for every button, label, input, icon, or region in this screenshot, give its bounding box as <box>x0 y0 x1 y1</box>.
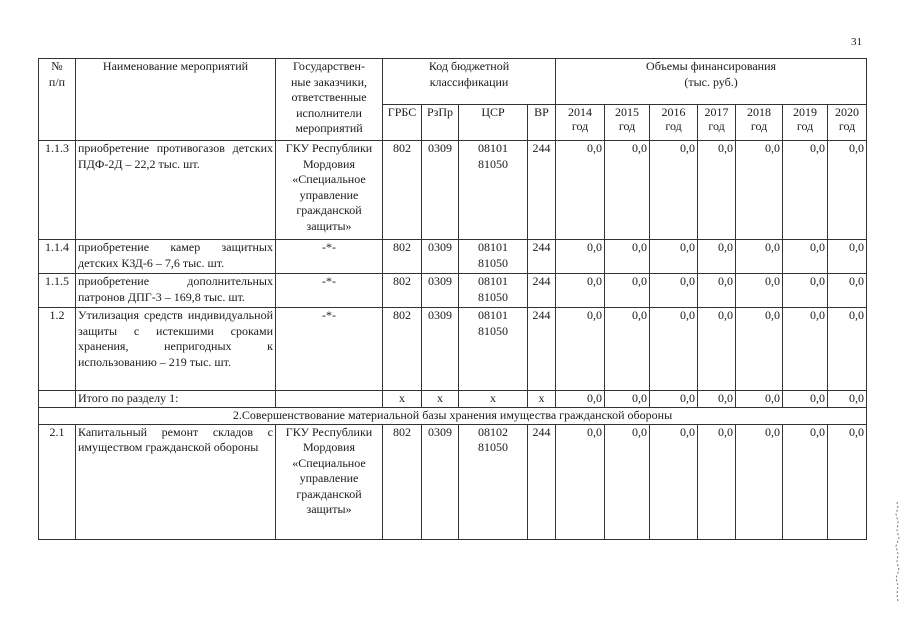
row-csr: 08101 81050 <box>459 274 528 308</box>
header-year: 2018 год <box>736 105 783 141</box>
row-value: 0,0 <box>698 274 736 308</box>
row-value: 0,0 <box>556 274 605 308</box>
total-label: Итого по разделу 1: <box>76 391 276 408</box>
row-rzpr: 0309 <box>422 424 459 539</box>
row-value: 0,0 <box>650 240 698 274</box>
row-num: 1.1.5 <box>39 274 76 308</box>
row-value: 0,0 <box>828 308 867 391</box>
header-num: № п/п <box>39 59 76 141</box>
row-rzpr: 0309 <box>422 274 459 308</box>
section-title: 2.Совершенствование материальной базы хранения имущества гражданской обороны <box>39 408 867 425</box>
table-row <box>39 308 867 391</box>
table-row <box>39 240 867 274</box>
section-header-row <box>39 408 867 425</box>
row-rzpr: 0309 <box>422 141 459 240</box>
header-customers: Государствен- ные заказчики, ответственные исполнители мероприятий <box>276 59 383 141</box>
row-value: 0,0 <box>698 308 736 391</box>
total-value: 0,0 <box>650 391 698 408</box>
row-grbs: 802 <box>383 424 422 539</box>
total-value: 0,0 <box>783 391 828 408</box>
header-year: 2014 год <box>556 105 605 141</box>
row-value: 0,0 <box>736 240 783 274</box>
row-csr: 08102 81050 <box>459 424 528 539</box>
row-value: 0,0 <box>698 424 736 539</box>
row-value: 0,0 <box>736 274 783 308</box>
total-row <box>39 391 867 408</box>
table-row <box>39 424 867 539</box>
row-num: 2.1 <box>39 424 76 539</box>
row-value: 0,0 <box>650 274 698 308</box>
total-code: x <box>383 391 422 408</box>
row-value: 0,0 <box>698 141 736 240</box>
row-customer: ГКУ Республики Мордовия «Специальное управление гражданской защиты» <box>276 141 383 240</box>
page-number: 31 <box>851 36 862 48</box>
scan-margin-marks <box>893 500 901 610</box>
row-value: 0,0 <box>698 240 736 274</box>
row-value: 0,0 <box>605 424 650 539</box>
row-name: приобретение камер защитных детских КЗД-6 – 7,6 тыс. шт. <box>76 240 276 274</box>
header-row-1 <box>39 59 867 105</box>
row-vr: 244 <box>528 308 556 391</box>
total-value: 0,0 <box>736 391 783 408</box>
header-grbs: ГРБС <box>383 105 422 141</box>
row-customer: -*- <box>276 240 383 274</box>
row-value: 0,0 <box>650 424 698 539</box>
total-code: x <box>459 391 528 408</box>
total-value: 0,0 <box>698 391 736 408</box>
header-year: 2017 год <box>698 105 736 141</box>
row-value: 0,0 <box>783 240 828 274</box>
row-grbs: 802 <box>383 274 422 308</box>
row-grbs: 802 <box>383 141 422 240</box>
row-value: 0,0 <box>783 274 828 308</box>
row-value: 0,0 <box>736 308 783 391</box>
row-value: 0,0 <box>783 424 828 539</box>
row-value: 0,0 <box>828 141 867 240</box>
row-name: приобретение противогазов детских ПДФ-2Д – 22,2 тыс. шт. <box>76 141 276 240</box>
row-grbs: 802 <box>383 240 422 274</box>
row-vr: 244 <box>528 424 556 539</box>
row-value: 0,0 <box>828 424 867 539</box>
row-num: 1.1.3 <box>39 141 76 240</box>
row-value: 0,0 <box>828 274 867 308</box>
total-customer <box>276 391 383 408</box>
row-vr: 244 <box>528 274 556 308</box>
row-value: 0,0 <box>736 141 783 240</box>
row-name: Утилизация средств индивидуальной защиты с истекшими сроками хранения, непригодных к использованию – 219 тыс. шт. <box>76 308 276 391</box>
row-csr: 08101 81050 <box>459 308 528 391</box>
row-name: Капитальный ремонт складов с имуществом гражданской обороны <box>76 424 276 539</box>
row-grbs: 802 <box>383 308 422 391</box>
table-row <box>39 141 867 240</box>
total-value: 0,0 <box>605 391 650 408</box>
row-csr: 08101 81050 <box>459 141 528 240</box>
header-year: 2020 год <box>828 105 867 141</box>
row-value: 0,0 <box>650 141 698 240</box>
total-code: x <box>528 391 556 408</box>
row-value: 0,0 <box>650 308 698 391</box>
total-num <box>39 391 76 408</box>
row-num: 1.1.4 <box>39 240 76 274</box>
row-value: 0,0 <box>556 424 605 539</box>
total-value: 0,0 <box>556 391 605 408</box>
row-value: 0,0 <box>556 240 605 274</box>
row-value: 0,0 <box>556 141 605 240</box>
header-csr: ЦСР <box>459 105 528 141</box>
row-value: 0,0 <box>605 240 650 274</box>
row-value: 0,0 <box>736 424 783 539</box>
header-financing: Объемы финансирования (тыс. руб.) <box>556 59 867 105</box>
total-value: 0,0 <box>828 391 867 408</box>
table-row <box>39 274 867 308</box>
row-customer: -*- <box>276 308 383 391</box>
financing-table <box>38 58 867 540</box>
row-value: 0,0 <box>828 240 867 274</box>
total-code: x <box>422 391 459 408</box>
row-csr: 08101 81050 <box>459 240 528 274</box>
row-value: 0,0 <box>605 274 650 308</box>
row-name: приобретение дополнительных патронов ДПГ-3 – 169,8 тыс. шт. <box>76 274 276 308</box>
row-value: 0,0 <box>556 308 605 391</box>
header-year: 2019 год <box>783 105 828 141</box>
header-year: 2015 год <box>605 105 650 141</box>
row-num: 1.2 <box>39 308 76 391</box>
row-value: 0,0 <box>783 141 828 240</box>
row-rzpr: 0309 <box>422 308 459 391</box>
row-rzpr: 0309 <box>422 240 459 274</box>
header-budget-code: Код бюджетной классификации <box>383 59 556 105</box>
row-value: 0,0 <box>605 308 650 391</box>
header-vr: ВР <box>528 105 556 141</box>
row-customer: -*- <box>276 274 383 308</box>
row-customer: ГКУ Республики Мордовия «Специальное управление гражданской защиты» <box>276 424 383 539</box>
header-year: 2016 год <box>650 105 698 141</box>
row-value: 0,0 <box>783 308 828 391</box>
row-value: 0,0 <box>605 141 650 240</box>
row-vr: 244 <box>528 240 556 274</box>
header-rzpr: РзПр <box>422 105 459 141</box>
row-vr: 244 <box>528 141 556 240</box>
header-name: Наименование мероприятий <box>76 59 276 141</box>
